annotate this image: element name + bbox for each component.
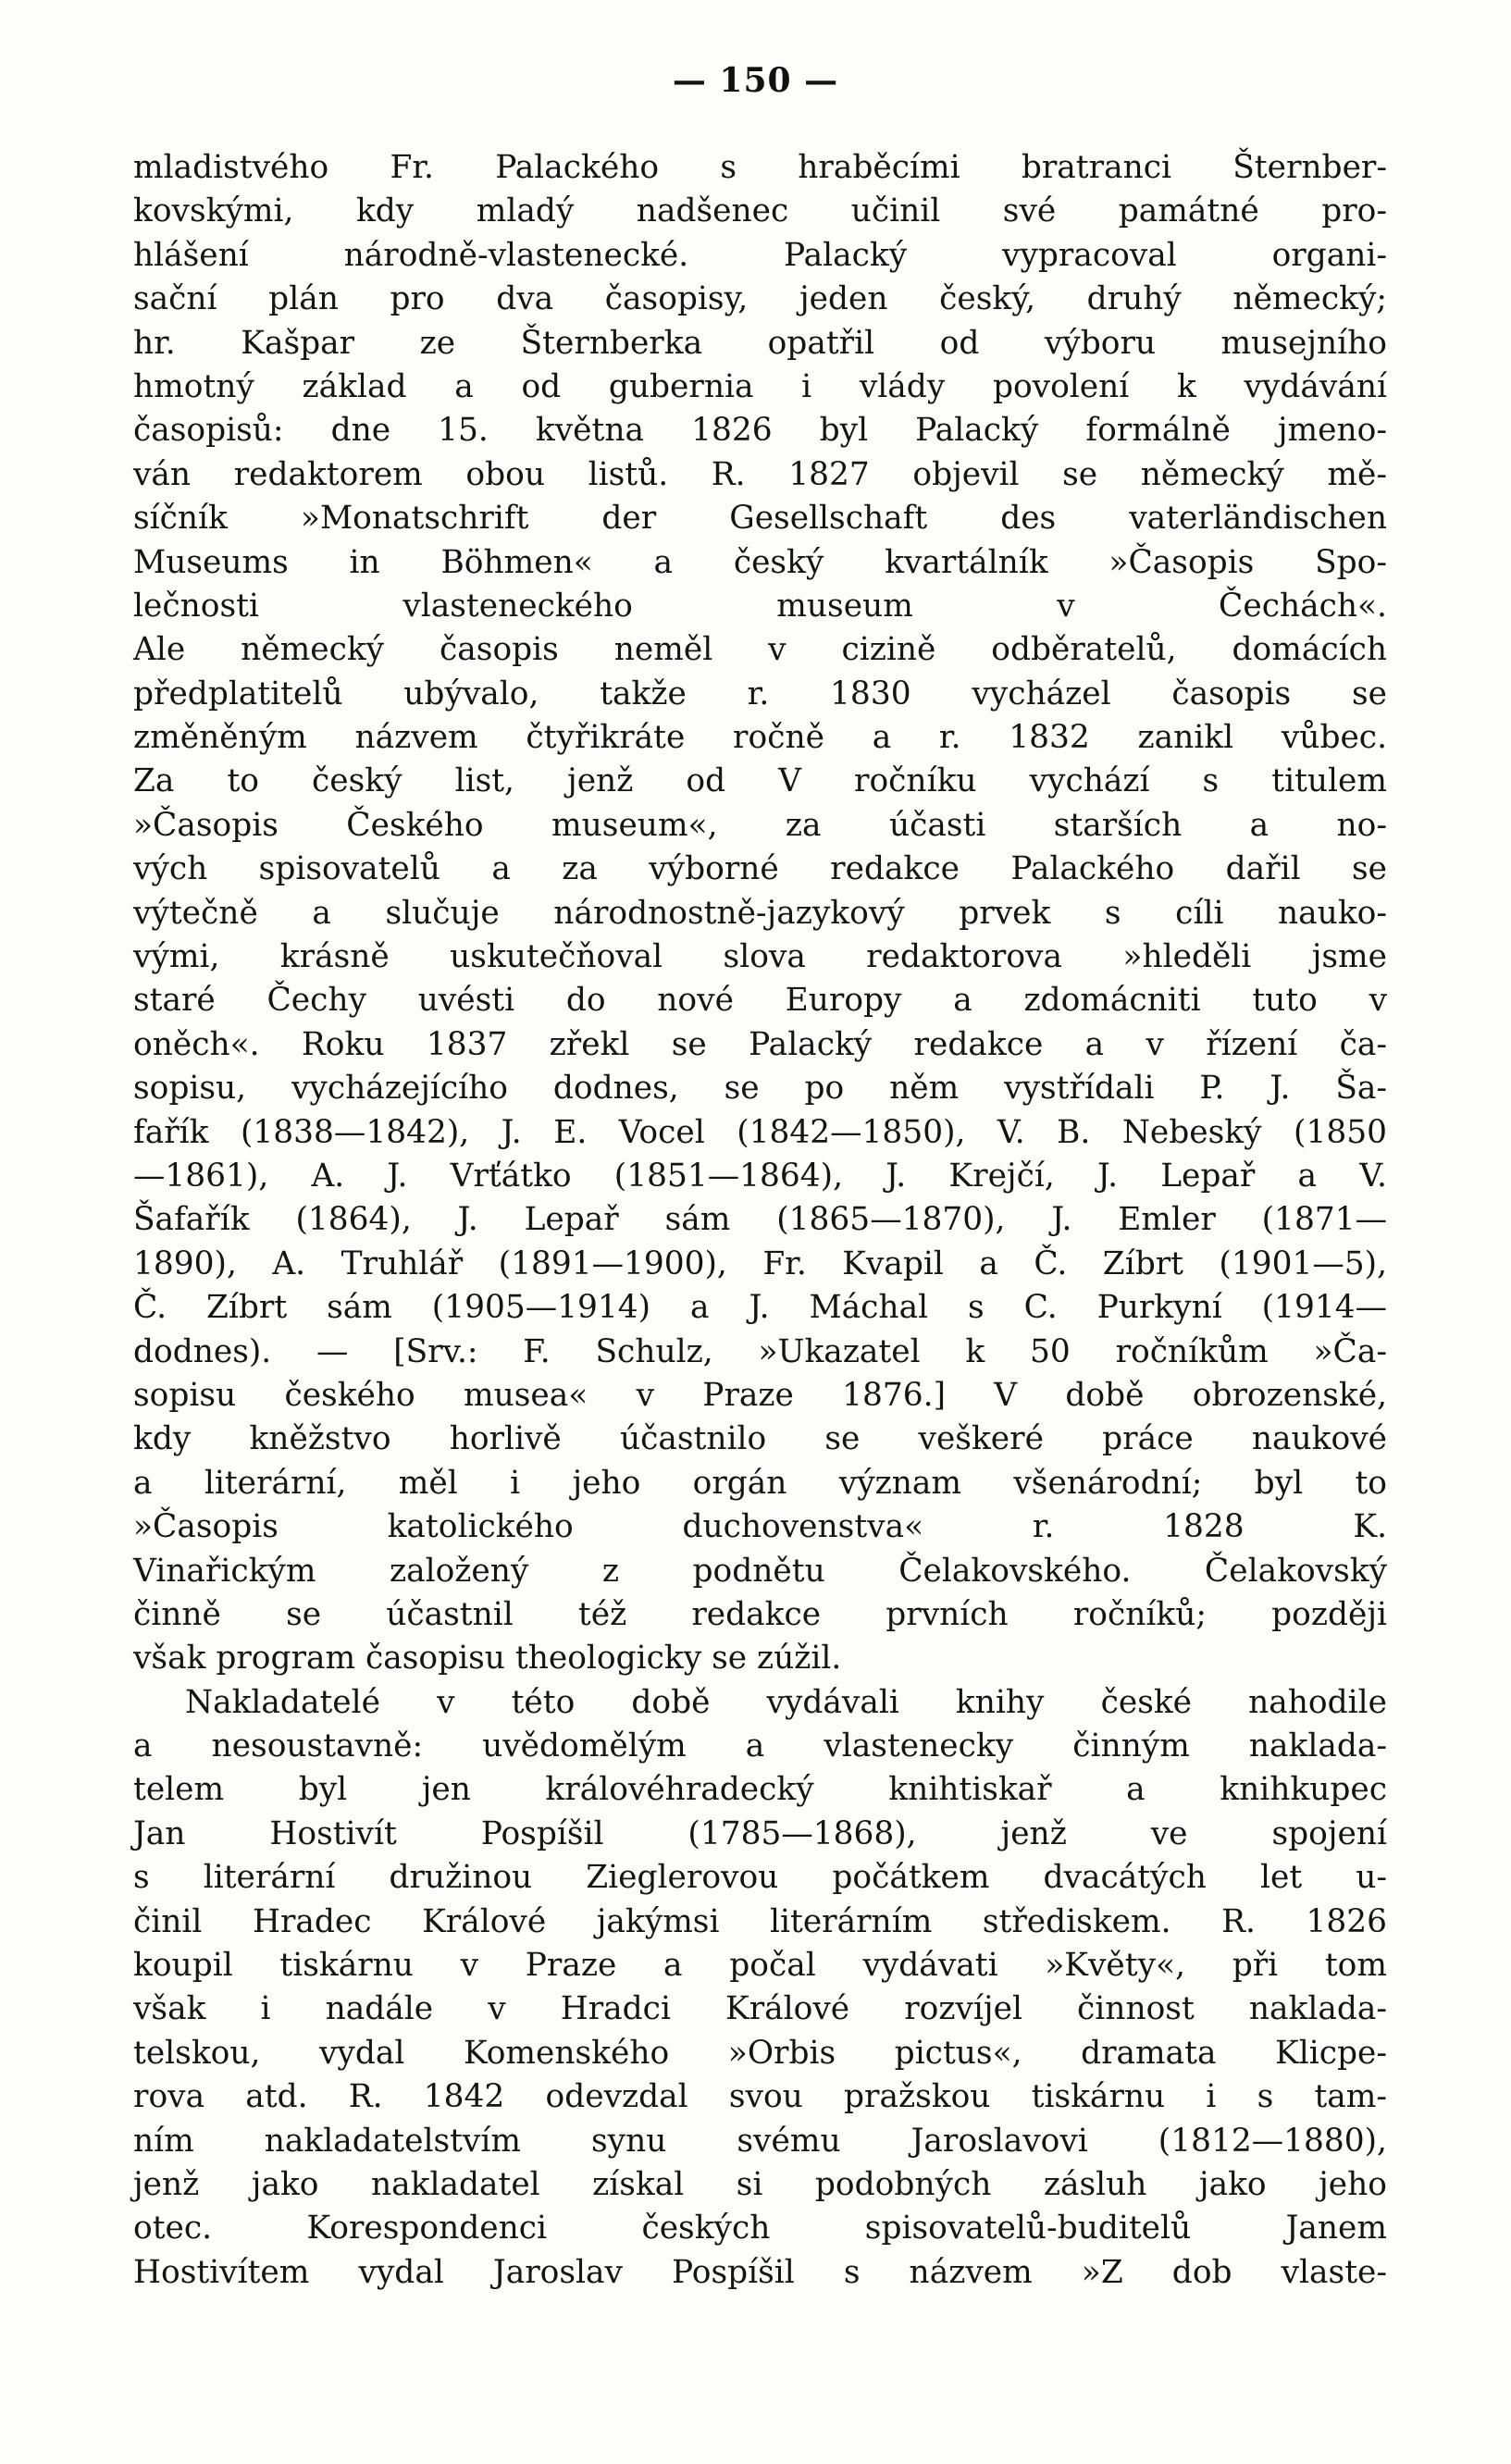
- text-line: dodnes). — [Srv.: F. Schulz, »Ukazatel k 50 ročníkům »Ča-: [133, 1332, 1387, 1370]
- text-line: činil Hradec Králové jakýmsi literárním střediskem. R. 1826: [133, 1902, 1387, 1940]
- text-line: Museums in Böhmen« a český kvartálník »Časopis Spo-: [133, 543, 1387, 581]
- text-line: Hostivítem vydal Jaroslav Pospíšil s názvem »Z dob vlaste-: [133, 2253, 1387, 2291]
- text-line: činně se účastnil též redakce prvních ročníků; později: [133, 1595, 1387, 1633]
- page-number: — 150 —: [672, 61, 839, 100]
- text-line: hlášení národně-vlastenecké. Palacký vypracoval organi-: [133, 236, 1387, 274]
- text-line: »Časopis Českého museum«, za účasti starších a no-: [133, 806, 1387, 844]
- text-line: Nakladatelé v této době vydávali knihy české nahodile: [185, 1683, 1387, 1721]
- text-line: rova atd. R. 1842 odevzdal svou pražskou tiskárnu i s tam-: [133, 2078, 1387, 2116]
- text-line: —1861), A. J. Vrťátko (1851—1864), J. Krejčí, J. Lepař a V.: [133, 1157, 1387, 1195]
- text-line: předplatitelů ubývalo, takže r. 1830 vycházel časopis se: [133, 675, 1387, 712]
- text-line: Jan Hostivít Pospíšil (1785—1868), jenž ve spojení: [133, 1814, 1387, 1852]
- text-line: jenž jako nakladatel získal si podobných zásluh jako jeho: [133, 2165, 1387, 2203]
- text-line: fařík (1838—1842), J. E. Vocel (1842—1850), V. B. Nebeský (1850: [133, 1113, 1387, 1151]
- text-line: síčník »Monatschrift der Gesellschaft des vaterländischen: [133, 500, 1387, 538]
- text-line: sopisu českého musea« v Praze 1876.] V době obrozenské,: [133, 1376, 1387, 1414]
- text-line: Za to český list, jenž od V ročníku vychází s titulem: [133, 762, 1387, 800]
- text-line: vých spisovatelů a za výborné redakce Palackého dařil se: [133, 850, 1387, 888]
- text-line: oněch«. Roku 1837 zřekl se Palacký redakce a v řízení ča-: [133, 1025, 1387, 1063]
- text-line: Ale německý časopis neměl v cizině odběratelů, domácích: [133, 631, 1387, 669]
- text-line: 1890), A. Truhlář (1891—1900), Fr. Kvapil a Č. Zíbrt (1901—5),: [133, 1244, 1387, 1282]
- text-line: Č. Zíbrt sám (1905—1914) a J. Máchal s C. Purkyní (1914—: [133, 1289, 1387, 1327]
- text-line: kovskými, kdy mladý nadšenec učinil své památné pro-: [133, 192, 1387, 230]
- text-line: však program časopisu theologicky se zúžil.: [133, 1640, 842, 1678]
- text-line: staré Čechy uvésti do nové Europy a zdomácniti tuto v: [133, 982, 1387, 1020]
- text-line: Šafařík (1864), J. Lepař sám (1865—1870), J. Emler (1871—: [133, 1201, 1387, 1239]
- body-text: [133, 146, 1387, 2295]
- text-line: hr. Kašpar ze Šternberka opatřil od výboru musejního: [133, 324, 1387, 362]
- text-line: Vinařickým založený z podnětu Čelakovského. Čelakovský: [133, 1552, 1387, 1590]
- text-line: sační plán pro dva časopisy, jeden český, druhý německý;: [133, 280, 1387, 318]
- text-line: ván redaktorem obou listů. R. 1827 objevil se německý mě-: [133, 455, 1387, 493]
- text-line: a nesoustavně: uvědomělým a vlastenecky činným naklada-: [133, 1727, 1387, 1765]
- text-line: mladistvého Fr. Palackého s hraběcími bratranci Šternber-: [133, 149, 1387, 186]
- text-line: změněným názvem čtyřikráte ročně a r. 1832 zanikl vůbec.: [133, 719, 1387, 757]
- text-line: koupil tiskárnu v Praze a počal vydávati »Květy«, při tom: [133, 1947, 1387, 1985]
- text-line: však i nadále v Hradci Králové rozvíjel činnost naklada-: [133, 1990, 1387, 2028]
- text-line: výtečně a slučuje národnostně-jazykový prvek s cíli nauko-: [133, 894, 1387, 932]
- text-line: a literární, měl i jeho orgán význam všenárodní; byl to: [133, 1464, 1387, 1502]
- text-line: s literární družinou Zieglerovou počátkem dvacátých let u-: [133, 1859, 1387, 1897]
- text-line: sopisu, vycházejícího dodnes, se po něm vystřídali P. J. Ša-: [133, 1070, 1387, 1108]
- text-line: vými, krásně uskutečňoval slova redaktorova »hleděli jsme: [133, 938, 1387, 976]
- text-line: telem byl jen královéhradecký knihtiskař a knihkupec: [133, 1771, 1387, 1809]
- text-line: ním nakladatelstvím synu svému Jaroslavovi (1812—1880),: [133, 2122, 1387, 2160]
- text-line: otec. Korespondenci českých spisovatelů-buditelů Janem: [133, 2210, 1387, 2247]
- text-line: lečnosti vlasteneckého museum v Čechách«.: [133, 587, 1387, 625]
- text-line: časopisů: dne 15. května 1826 byl Palacký formálně jmeno-: [133, 412, 1387, 450]
- text-line: telskou, vydal Komenského »Orbis pictus«, dramata Klicpe-: [133, 2034, 1387, 2072]
- text-line: kdy kněžstvo horlivě účastnilo se veškeré práce naukové: [133, 1420, 1387, 1458]
- text-line: hmotný základ a od gubernia i vlády povolení k vydávání: [133, 367, 1387, 405]
- text-line: »Časopis katolického duchovenstva« r. 1828 K.: [133, 1508, 1387, 1546]
